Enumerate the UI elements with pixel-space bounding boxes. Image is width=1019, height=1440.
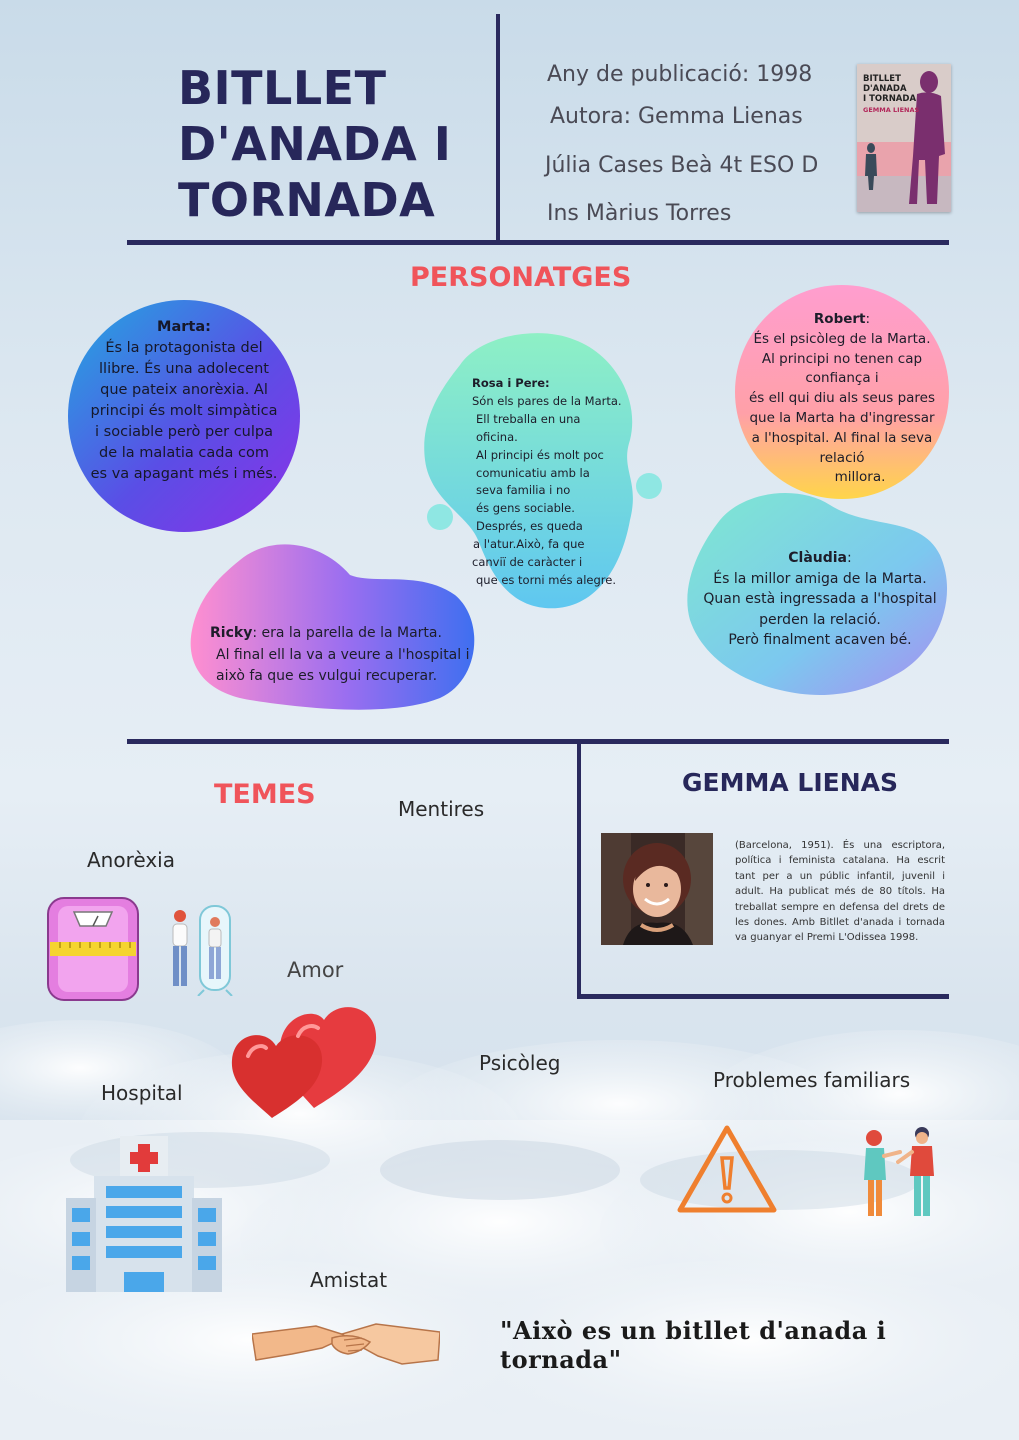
ricky-text bbox=[210, 623, 480, 688]
closing-quote: "Això es un bitllet d'anada i tornada" bbox=[500, 1316, 887, 1374]
robert-line: que la Marta ha d'ingressar bbox=[749, 409, 935, 426]
hospital-icon bbox=[64, 1134, 224, 1292]
theme-psicoleg: Psicòleg bbox=[479, 1051, 561, 1075]
hearts-icon bbox=[228, 996, 380, 1120]
robert-line: confiança i bbox=[805, 370, 879, 387]
claudia-text bbox=[700, 548, 940, 651]
cover-title-1: BITLLET bbox=[863, 74, 901, 84]
rosa-pere-line: seva familia i no bbox=[476, 483, 571, 498]
marta-line: es va apagant més i més. bbox=[90, 466, 278, 482]
robert-line: millora. bbox=[834, 469, 886, 486]
claudia-line: És la millor amiga de la Marta. bbox=[713, 570, 927, 587]
claudia-line: Quan està ingressada a l'hospital bbox=[703, 591, 937, 607]
author-heading: GEMMA LIENAS bbox=[682, 768, 898, 797]
rosa-pere-dot-2 bbox=[636, 473, 662, 499]
theme-amor: Amor bbox=[287, 958, 344, 982]
author-box-left bbox=[577, 739, 581, 999]
rosa-pere-dot-1 bbox=[427, 504, 453, 530]
marta-line: principi és molt simpàtica bbox=[90, 403, 278, 419]
author-box-bottom bbox=[577, 994, 949, 999]
ricky-line: això fa que es vulgui recuperar. bbox=[216, 668, 438, 684]
ricky-name: Ricky bbox=[210, 625, 253, 641]
author-bio: (Barcelona, 1951). És una escriptora, política i feminista catalana. Ha escrit tant per a un públic infantil, juvenil i adult. Ha publicat més de 80 títols. Ha treballat sempre en defensa del drets de les dones. Amb Bitllet d'anada i tornada va guanyar el Premi L'Odissea 1998. bbox=[735, 840, 945, 944]
title-line-2: D'ANADA I bbox=[178, 117, 452, 171]
marta-name: Marta: bbox=[157, 319, 211, 335]
title-line-3: TORNADA bbox=[178, 173, 436, 227]
cover-title-2: D'ANADA bbox=[863, 84, 907, 94]
cover-title-3: I TORNADA bbox=[863, 94, 917, 104]
student-line: Júlia Cases Beà 4t ESO D bbox=[545, 153, 819, 178]
school-line: Ins Màrius Torres bbox=[547, 201, 732, 226]
title-line-1: BITLLET bbox=[178, 61, 387, 115]
author-portrait-icon bbox=[601, 833, 713, 945]
rosa-pere-line: Són els pares de la Marta. bbox=[472, 393, 622, 408]
robert-name: Robert bbox=[813, 311, 866, 327]
robert-line: És el psicòleg de la Marta. bbox=[753, 330, 931, 347]
rosa-pere-name: Rosa i Pere: bbox=[472, 376, 550, 390]
characters-heading: PERSONATGES bbox=[410, 262, 632, 293]
ricky-first-line: : era la parella de la Marta. bbox=[252, 625, 442, 641]
ricky-line: Al final ell la va a veure a l'hospital i bbox=[216, 646, 470, 663]
theme-hospital: Hospital bbox=[101, 1081, 183, 1105]
claudia-name: Clàudia bbox=[788, 550, 848, 566]
rosa-pere-line: comunicatiu amb la bbox=[476, 465, 590, 480]
rosa-pere-line: a l'atur.Això, fa que bbox=[473, 537, 585, 552]
theme-amistat: Amistat bbox=[310, 1268, 388, 1292]
rosa-pere-line: canviï de caràcter i bbox=[472, 555, 583, 570]
author-line: Autora: Gemma Lienas bbox=[550, 104, 803, 129]
robert-line: és ell qui diu als seus pares bbox=[748, 390, 936, 407]
marta-line: i sociable però per culpa bbox=[95, 424, 273, 440]
robert-line: a l'hospital. Al final la seva bbox=[751, 429, 933, 446]
theme-problemes-familiars: Problemes familiars bbox=[713, 1068, 911, 1092]
marta-line: que pateix anorèxia. Al bbox=[100, 382, 268, 398]
rosa-pere-line: Al principi és molt poc bbox=[476, 447, 604, 462]
claudia-line: Però finalment acaven bé. bbox=[728, 632, 912, 648]
theme-anorexia: Anorèxia bbox=[87, 848, 175, 872]
scale-icon bbox=[46, 896, 140, 1002]
robert-text bbox=[744, 310, 940, 488]
themes-heading: TEMES bbox=[214, 779, 316, 810]
handshake-icon bbox=[252, 1314, 440, 1372]
robert-line: relació bbox=[819, 449, 865, 466]
author-photo bbox=[601, 833, 713, 945]
claudia-colon: : bbox=[847, 550, 852, 566]
rosa-pere-line: Ell treballa en una oficina. bbox=[476, 411, 581, 444]
mirror-figure-icon bbox=[160, 902, 240, 996]
marta-text bbox=[84, 317, 284, 485]
middle-line bbox=[127, 739, 949, 744]
cover-author: GEMMA LIENAS bbox=[863, 106, 920, 114]
rosa-pere-line: que es torni més alegre. bbox=[476, 572, 616, 587]
marta-line: llibre. És una adolecent bbox=[99, 361, 269, 377]
claudia-line: perden la relació. bbox=[759, 611, 881, 628]
marta-line: És la protagonista del bbox=[105, 340, 263, 356]
theme-mentires: Mentires bbox=[398, 797, 485, 821]
rosa-pere-text bbox=[472, 375, 622, 590]
rosa-pere-line: Després, es queda bbox=[476, 519, 583, 534]
marta-line: de la malatia cada com bbox=[99, 445, 269, 461]
rosa-pere-line: és gens sociable. bbox=[476, 501, 575, 516]
couple-icon bbox=[858, 1122, 942, 1222]
publication-year: Any de publicació: 1998 bbox=[547, 62, 813, 87]
robert-line: Al principi no tenen cap bbox=[761, 350, 923, 367]
warning-icon bbox=[676, 1122, 778, 1216]
robert-colon: : bbox=[865, 311, 871, 327]
